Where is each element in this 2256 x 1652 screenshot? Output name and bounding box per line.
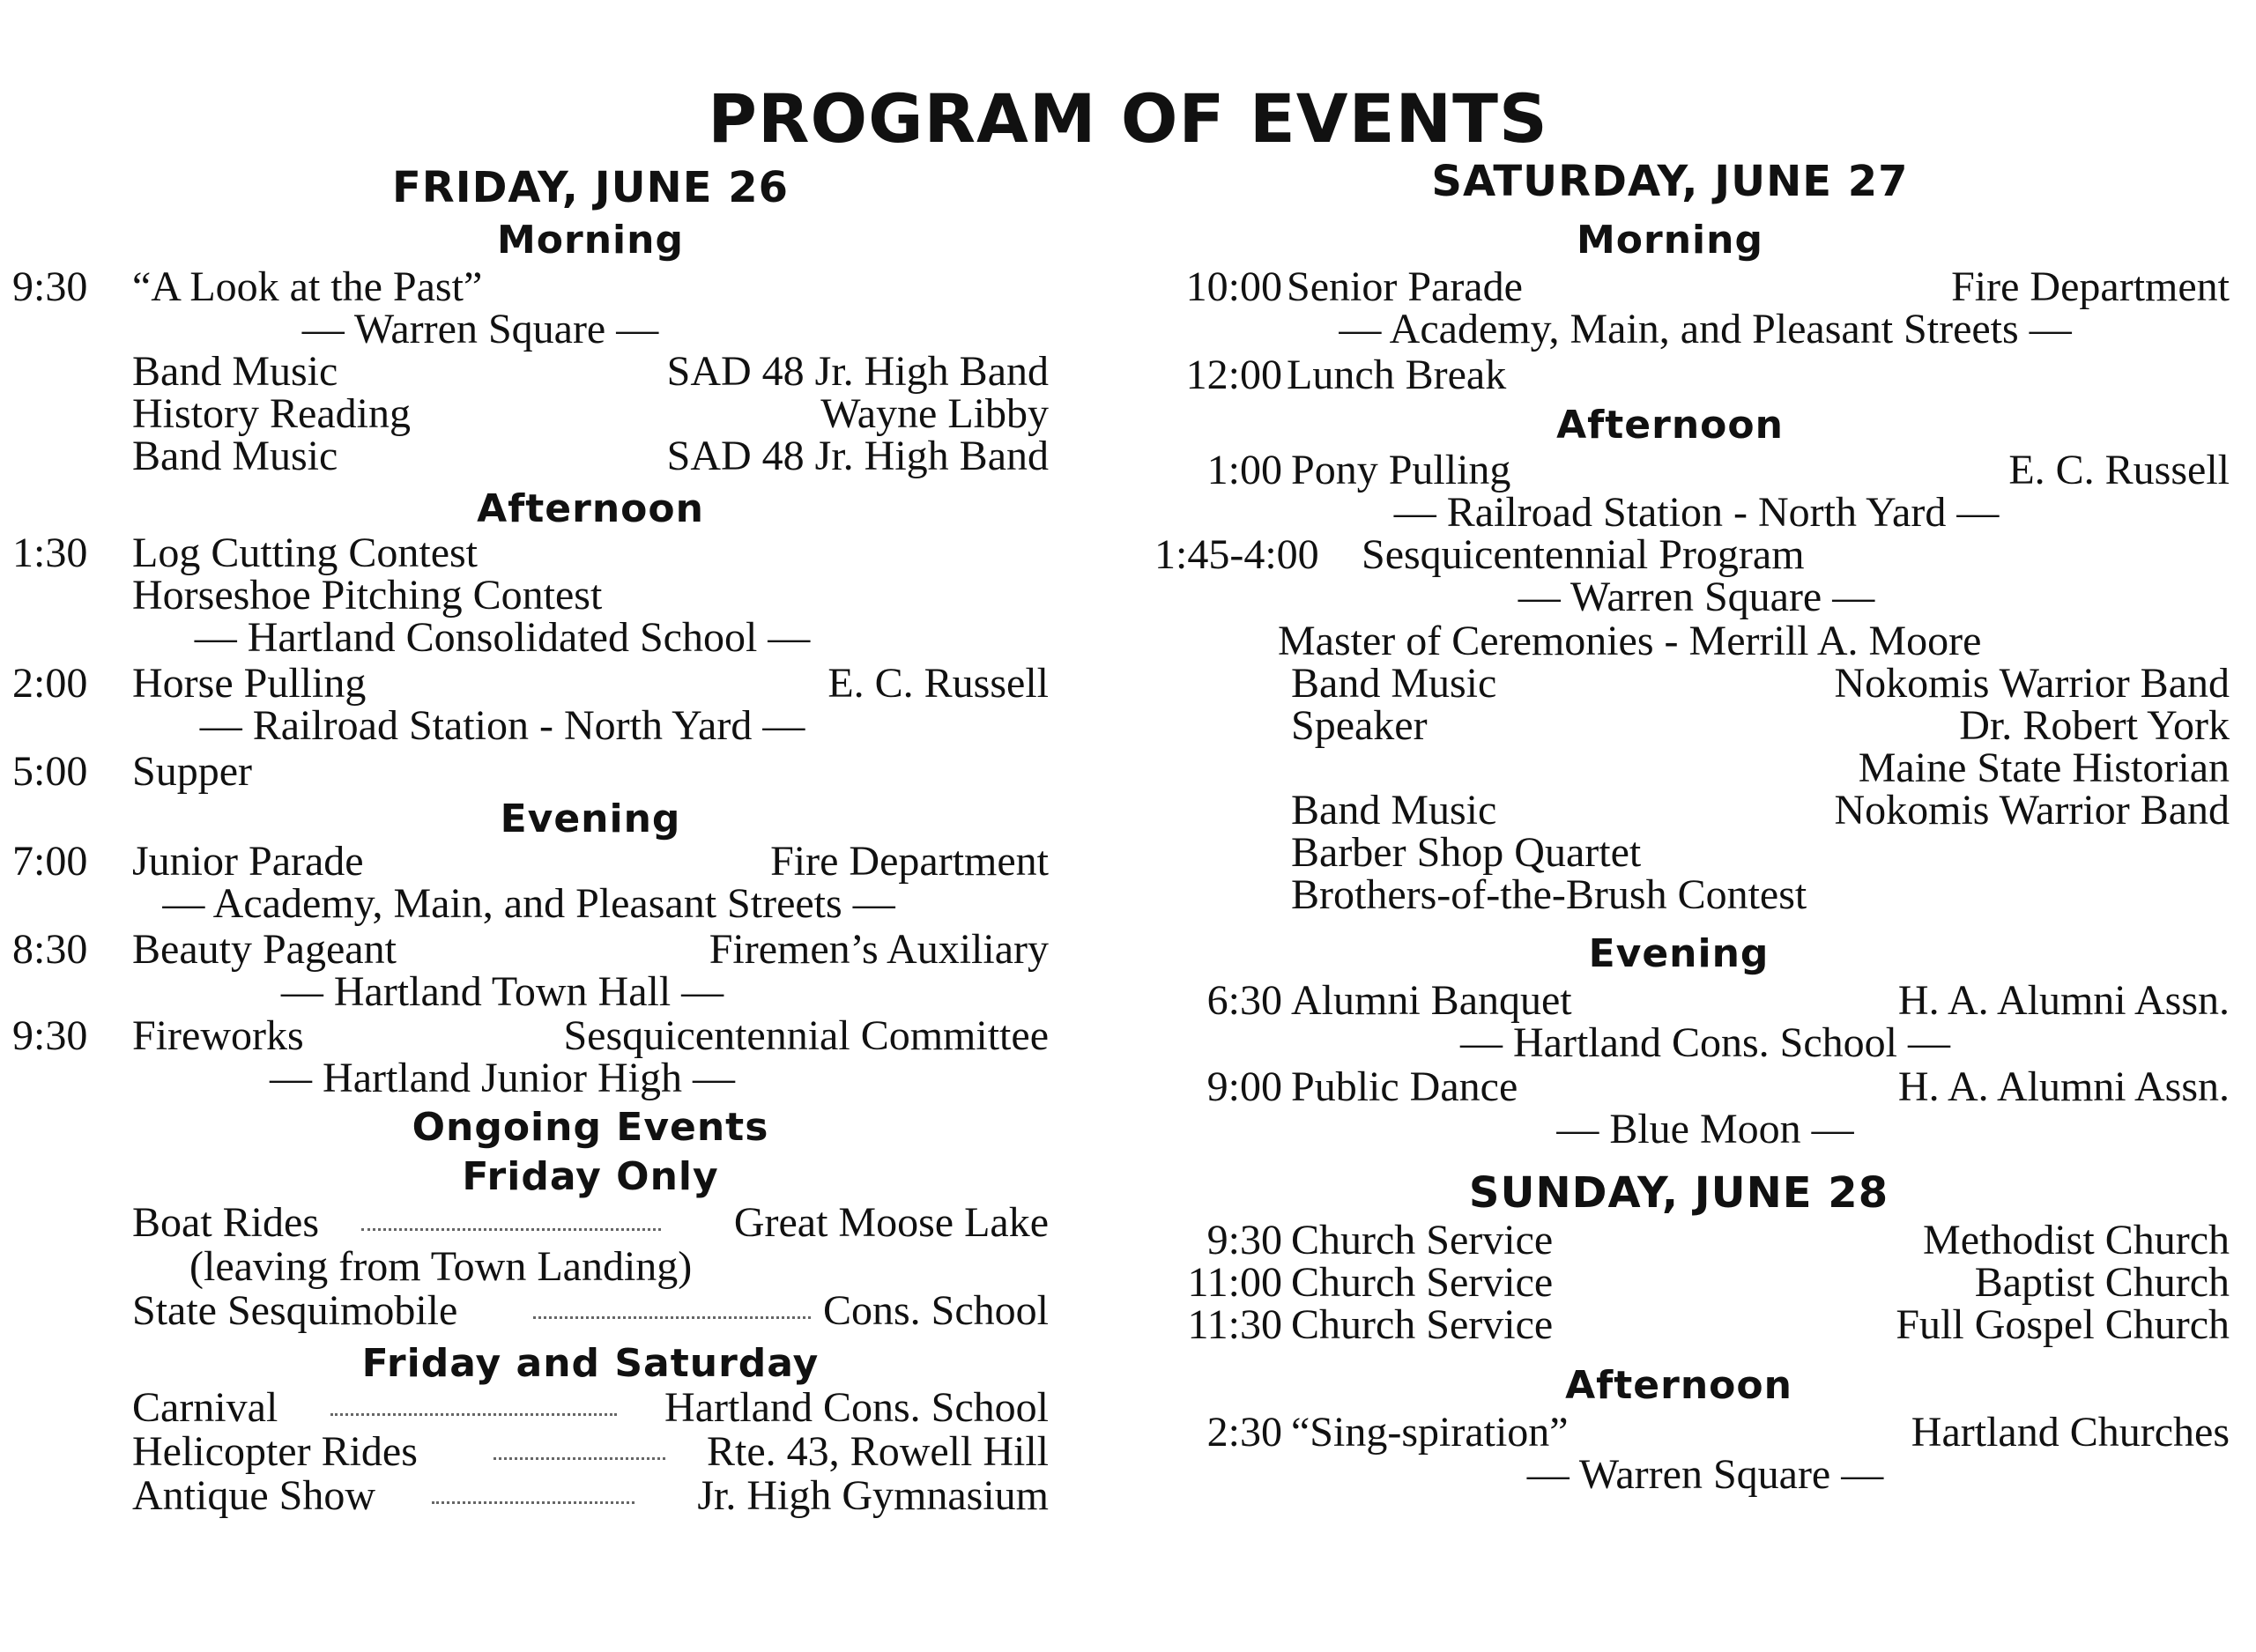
event-time: 12:00 <box>1185 352 1282 398</box>
dot-leader <box>361 1228 661 1231</box>
event-title: Public Dance <box>1291 1063 1518 1110</box>
event-organizer: E. C. Russell <box>2008 447 2230 493</box>
venue-line: — Warren Square — <box>1518 574 1875 620</box>
event-title: Speaker <box>1291 702 1428 749</box>
event-time: 2:30 <box>1206 1409 1282 1456</box>
event-organizer: Methodist Church <box>1923 1217 2230 1263</box>
dot-leader <box>494 1457 665 1460</box>
event-title: Horseshoe Pitching Contest <box>132 572 603 619</box>
event-title: “Sing-spiration” <box>1291 1409 1569 1456</box>
venue-line: — Railroad Station - North Yard — <box>199 702 805 749</box>
venue-line: — Hartland Cons. School — <box>1460 1019 1950 1066</box>
friday-evening-heading: Evening <box>500 796 681 841</box>
venue-line: — Blue Moon — <box>1556 1106 1854 1152</box>
event-organizer: Dr. Robert York <box>1959 702 2230 749</box>
event-title: Horse Pulling <box>132 660 367 707</box>
event-location: Jr. High Gymnasium <box>697 1472 1049 1519</box>
event-title: Brothers-of-the-Brush Contest <box>1291 871 1807 918</box>
event-location: Great Moose Lake <box>733 1199 1049 1246</box>
venue-line: — Warren Square — <box>301 306 659 352</box>
event-title: Supper <box>132 748 252 795</box>
friday-morning-heading: Morning <box>497 218 684 263</box>
venue-line: — Hartland Town Hall — <box>280 968 724 1015</box>
page-title: PROGRAM OF EVENTS <box>708 79 1548 158</box>
event-time: 2:00 <box>12 660 88 707</box>
event-organizer: H. A. Alumni Assn. <box>1897 1063 2230 1110</box>
event-title: Band Music <box>1291 787 1497 833</box>
event-title: Alumni Banquet <box>1291 977 1572 1024</box>
event-title: Church Service <box>1291 1217 1554 1263</box>
mc-text: Master of Ceremonies - Merrill A. Moore <box>1278 618 1982 664</box>
event-time: 10:00 <box>1185 263 1282 310</box>
event-title: Boat Rides <box>132 1199 319 1246</box>
event-time: 5:00 <box>12 748 88 795</box>
event-title: Lunch Break <box>1287 352 1507 398</box>
event-organizer: E. C. Russell <box>827 660 1049 707</box>
event-title: History Reading <box>132 390 411 437</box>
event-organizer: Baptist Church <box>1974 1259 2230 1306</box>
saturday-morning-heading: Morning <box>1577 218 1763 263</box>
event-time: 1:30 <box>12 530 88 576</box>
event-title: “A Look at the Past” <box>132 263 483 310</box>
dot-leader <box>533 1316 811 1319</box>
dot-leader <box>330 1413 617 1416</box>
venue-line: — Warren Square — <box>1526 1451 1884 1498</box>
event-title: Senior Parade <box>1287 263 1523 310</box>
venue-line: — Hartland Consolidated School — <box>194 614 811 661</box>
sunday-heading: SUNDAY, JUNE 28 <box>1468 1168 1889 1218</box>
event-title: Pony Pulling <box>1291 447 1511 493</box>
event-title: Band Music <box>132 348 338 395</box>
event-note-text: (leaving from Town Landing) <box>189 1243 693 1290</box>
saturday-sunday-column <box>1137 0 2256 1652</box>
event-title: Band Music <box>1291 660 1497 707</box>
friday-column <box>0 0 1075 1652</box>
event-title: State Sesquimobile <box>132 1287 458 1334</box>
saturday-evening-heading: Evening <box>1588 931 1770 976</box>
dot-leader <box>432 1501 634 1504</box>
event-time: 8:30 <box>12 926 88 973</box>
friday-afternoon-heading: Afternoon <box>477 486 704 531</box>
speaker-title-text: Maine State Historian <box>1858 745 2230 791</box>
event-location: Hartland Cons. School <box>664 1384 1049 1431</box>
venue-line: — Academy, Main, and Pleasant Streets — <box>1339 306 2072 352</box>
event-organizer: Hartland Churches <box>1911 1409 2230 1456</box>
event-organizer: Fire Department <box>1951 263 2230 310</box>
event-time: 11:30 <box>1187 1301 1282 1348</box>
event-location: Rte. 43, Rowell Hill <box>707 1428 1049 1475</box>
event-time: 1:45-4:00 <box>1154 531 1319 578</box>
event-title: Helicopter Rides <box>132 1428 418 1475</box>
event-time: 1:00 <box>1206 447 1282 493</box>
event-time: 7:00 <box>12 838 88 885</box>
event-organizer: SAD 48 Jr. High Band <box>666 348 1049 395</box>
saturday-heading: SATURDAY, JUNE 27 <box>1431 157 1909 206</box>
sunday-afternoon-heading: Afternoon <box>1565 1363 1792 1408</box>
event-title: Fireworks <box>132 1012 304 1059</box>
event-organizer: H. A. Alumni Assn. <box>1897 977 2230 1024</box>
event-title: Barber Shop Quartet <box>1291 829 1642 876</box>
ongoing-events-heading: Ongoing Events <box>412 1105 769 1150</box>
event-title: Sesquicentennial Program <box>1362 531 1805 578</box>
friday-and-saturday-heading: Friday and Saturday <box>361 1341 820 1386</box>
event-organizer: Nokomis Warrior Band <box>1834 787 2230 833</box>
event-time: 9:30 <box>12 263 88 310</box>
event-organizer: Firemen’s Auxiliary <box>709 926 1049 973</box>
venue-line: — Academy, Main, and Pleasant Streets — <box>162 880 895 927</box>
event-title: Church Service <box>1291 1301 1554 1348</box>
event-organizer: Wayne Libby <box>820 390 1049 437</box>
event-time: 9:30 <box>12 1012 88 1059</box>
event-organizer: SAD 48 Jr. High Band <box>666 433 1049 479</box>
event-time: 9:00 <box>1206 1063 1282 1110</box>
event-organizer: Fire Department <box>770 838 1049 885</box>
event-organizer: Sesquicentennial Committee <box>563 1012 1049 1059</box>
venue-line: — Hartland Junior High — <box>270 1055 735 1101</box>
event-organizer: Full Gospel Church <box>1896 1301 2230 1348</box>
event-time: 9:30 <box>1206 1217 1282 1263</box>
event-title: Antique Show <box>132 1472 375 1519</box>
event-title: Log Cutting Contest <box>132 530 479 576</box>
event-location: Cons. School <box>822 1287 1049 1334</box>
event-title: Beauty Pageant <box>132 926 397 973</box>
friday-heading: FRIDAY, JUNE 26 <box>391 163 790 212</box>
event-organizer: Nokomis Warrior Band <box>1834 660 2230 707</box>
event-time: 6:30 <box>1206 977 1282 1024</box>
event-title: Junior Parade <box>132 838 364 885</box>
event-title: Carnival <box>132 1384 278 1431</box>
event-title: Church Service <box>1291 1259 1554 1306</box>
venue-line: — Railroad Station - North Yard — <box>1393 489 2000 536</box>
event-time: 11:00 <box>1187 1259 1282 1306</box>
event-title: Band Music <box>132 433 338 479</box>
saturday-afternoon-heading: Afternoon <box>1556 403 1784 448</box>
friday-only-heading: Friday Only <box>462 1154 719 1199</box>
